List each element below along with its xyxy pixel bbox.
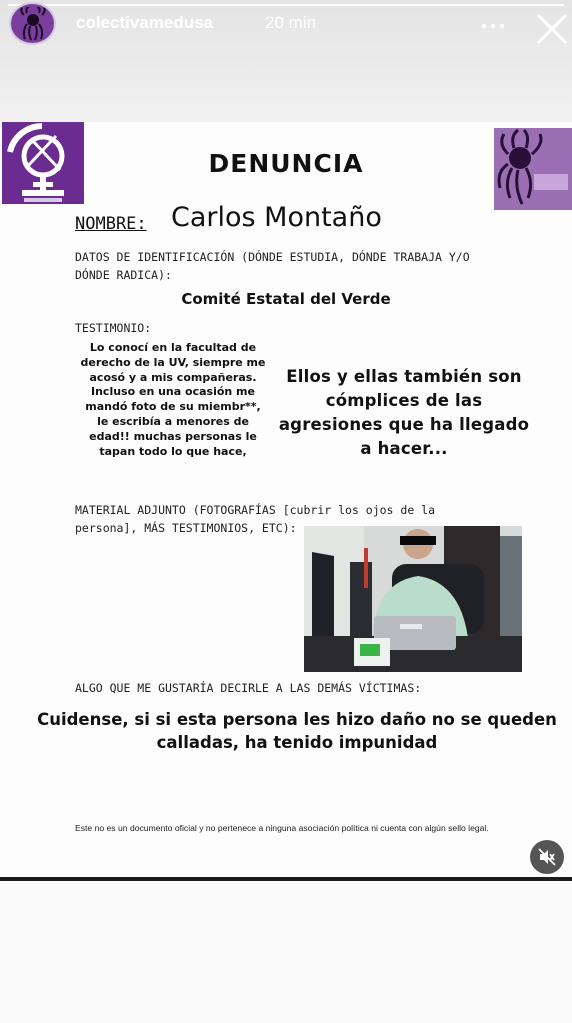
more-horizontal-icon[interactable]	[478, 16, 508, 36]
message-to-victims: Cuidense, si si esta persona les hizo daño no se queden calladas, ha tenido impunidad	[37, 710, 557, 752]
attached-photo	[304, 526, 522, 672]
story-progress-bar	[8, 4, 564, 6]
name-label: NOMBRE:	[75, 214, 147, 234]
disclaimer-text: Este no es un documento oficial y no pertenece a ninguna asociación política ni cuenta con algún sello legal.	[75, 823, 489, 833]
identification-label: DATOS DE IDENTIFICACIÓN (DÓNDE ESTUDIA, DÓNDE TRABAJA Y/O DÓNDE RADICA):	[75, 250, 470, 282]
name-value: Carlos Montaño	[171, 202, 382, 233]
message-label: ALGO QUE ME GUSTARÍA DECIRLE A LAS DEMÁS VÍCTIMAS:	[75, 681, 422, 695]
speaker-muted-icon	[537, 847, 557, 867]
close-icon[interactable]	[533, 10, 571, 48]
identification-value: Comité Estatal del Verde	[181, 290, 391, 308]
story-progress-fill	[8, 4, 564, 6]
profile-avatar[interactable]	[9, 2, 56, 45]
testimony-label: TESTIMONIO:	[75, 321, 152, 335]
complicity-quote: Ellos y ellas también son cómplices de las agresiones que ha llegado a hacer...	[278, 367, 530, 458]
story-bottom-area	[0, 881, 572, 1023]
story-username[interactable]: colectivamedusa	[76, 13, 214, 32]
testimony-text: Lo conocí en la facultad de derecho de la UV, siempre me acosó y a mis compañeras. Incluso en una ocasión me mandó foto de su miembr**, le escribía a menores de edad!! muchas personas le tapan todo lo que hace,	[80, 341, 266, 458]
material-label: MATERIAL ADJUNTO (FOTOGRAFÍAS [cubrir los ojos de la persona], MÁS TESTIMONIOS, ETC):	[75, 503, 436, 535]
document-title: DENUNCIA	[208, 149, 364, 178]
medusa-avatar-icon	[16, 7, 50, 41]
mute-button[interactable]	[530, 840, 564, 874]
story-time: 20 min	[265, 13, 317, 32]
